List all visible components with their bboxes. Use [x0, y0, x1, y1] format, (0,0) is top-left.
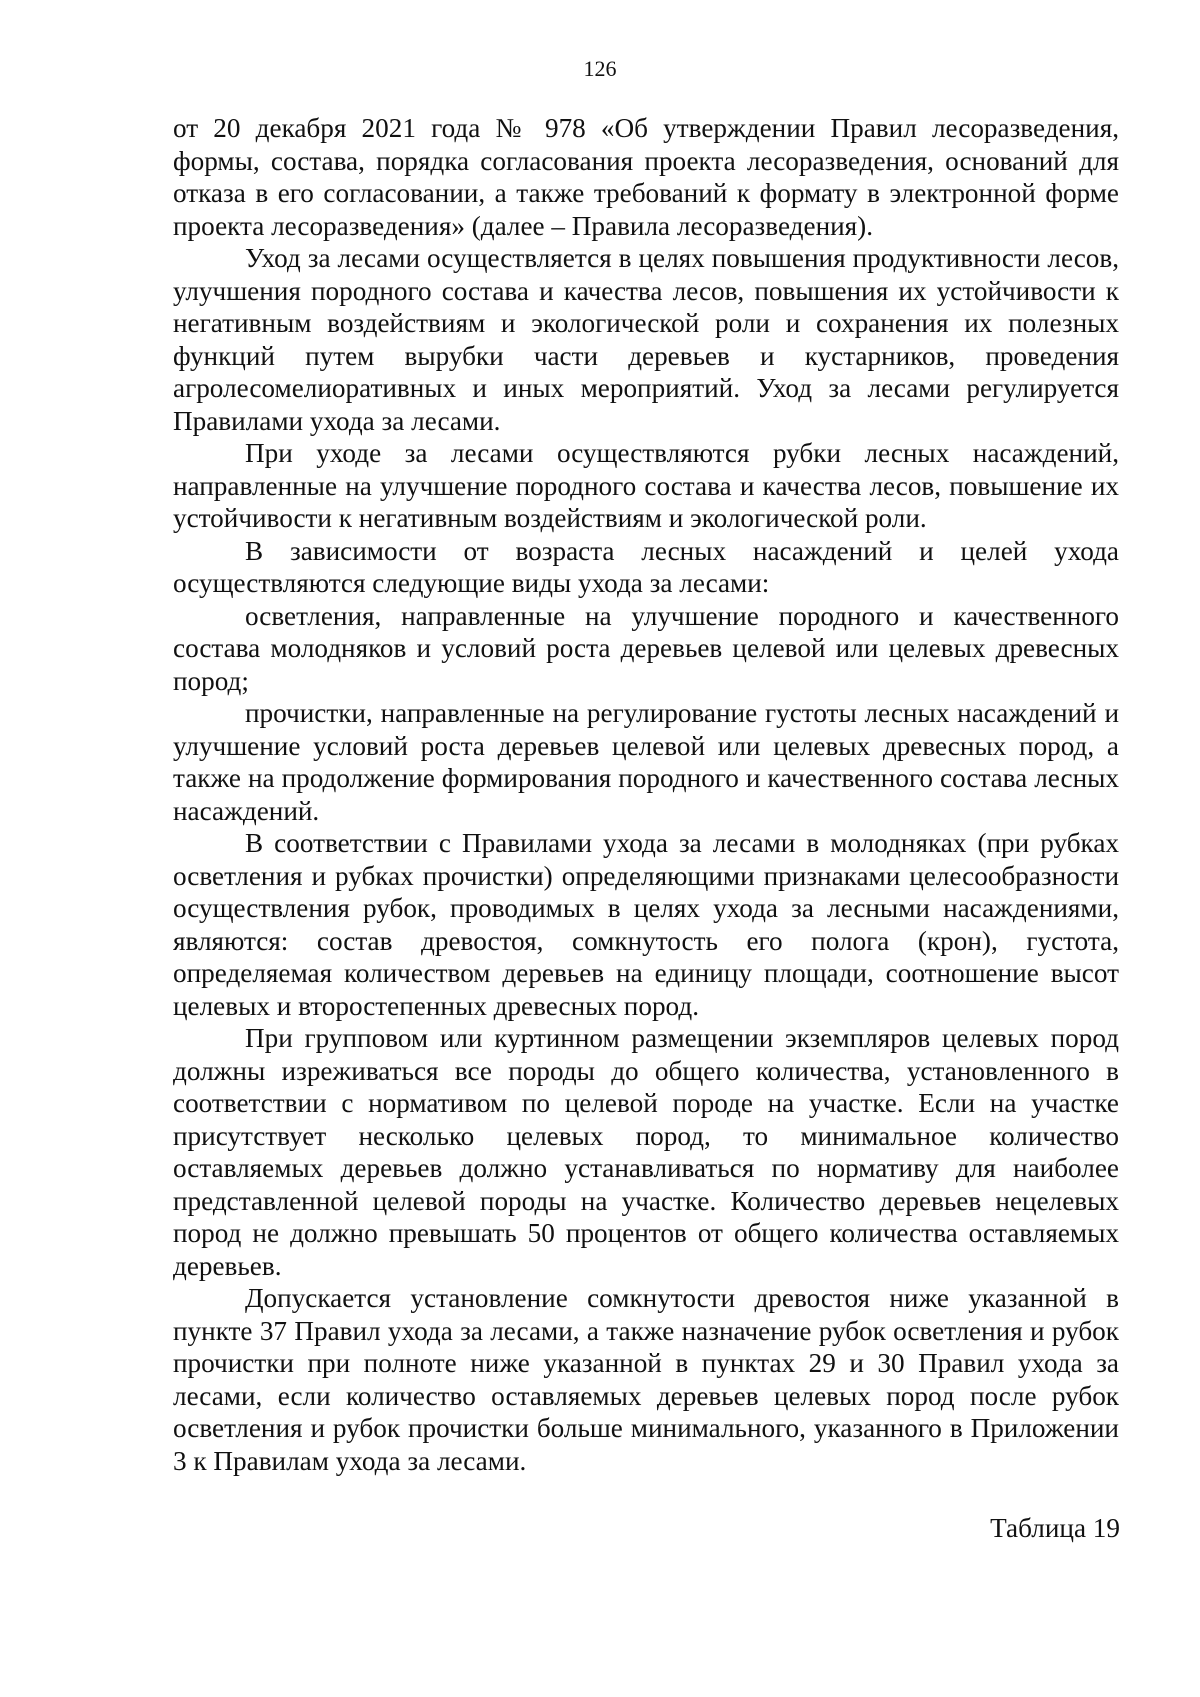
page-number: 126: [583, 56, 617, 81]
paragraph: Допускается установление сомкнутости древостоя ниже указанной в пункте 37 Правил ухода за лесами, а также назначение рубок осветления и рубок прочистки при полноте ниже указанной в пунктах 29 и 30 Правил ухода за лесами, если количество оставляемых деревьев целевых пород после рубок осветления и рубок прочистки больше минимального, указанного в Приложении 3 к Правилам ухода за лесами.: [173, 1283, 1119, 1476]
paragraph: В зависимости от возраста лесных насаждений и целей ухода осуществляются следующие виды ухода за лесами:: [173, 535, 1119, 598]
paragraph: В соответствии с Правилами ухода за лесами в молодняках (при рубках осветления и рубках прочистки) определяющими признаками целесообразности осуществления рубок, проводимых в целях ухода за лесными насаждениями, являются: состав древостоя, сомкнутость его полога (крон), густота, определяемая количеством деревьев на единицу площади, соотношение высот целевых и второстепенных древесных пород.: [173, 828, 1119, 1021]
document-body: [173, 112, 1119, 1477]
list-item-paragraph: осветления, направленные на улучшение породного и качественного состава молодняков и условий роста деревьев целевой или целевых древесных пород;: [173, 600, 1119, 696]
table-caption: Таблица 19: [990, 1513, 1120, 1543]
paragraph: При групповом или куртинном размещении экземпляров целевых пород должны изреживаться все породы до общего количества, установленного в соответствии с нормативом по целевой породе на участке. Если на участке присутствует несколько целевых пород, то минимальное количество оставляемых деревьев должно устанавливаться по нормативу для наиболее представленной целевой породы на участке. Количество деревьев нецелевых пород не должно превышать 50 процентов от общего количества оставляемых деревьев.: [173, 1023, 1119, 1281]
paragraph: При уходе за лесами осуществляются рубки лесных насаждений, направленные на улучшение породного состава и качества лесов, повышение их устойчивости к негативным воздействиям и экологической роли.: [173, 438, 1119, 533]
paragraph-continuation: от 20 декабря 2021 года № 978 «Об утверждении Правил лесоразведения, формы, состава, порядка согласования проекта лесоразведения, оснований для отказа в его согласовании, а также требований к формату в электронной форме проекта лесоразведения» (далее – Правила лесоразведения).: [173, 113, 1119, 241]
list-item-paragraph: прочистки, направленные на регулирование густоты лесных насаждений и улучшение условий роста деревьев целевой или целевых древесных пород, а также на продолжение формирования породного и качественного состава лесных насаждений.: [173, 698, 1119, 826]
paragraph: Уход за лесами осуществляется в целях повышения продуктивности лесов, улучшения породного состава и качества лесов, повышения их устойчивости к негативным воздействиям и экологической роли и сохранения их полезных функций путем вырубки части деревьев и кустарников, проведения агролесомелиоративных и иных мероприятий. Уход за лесами регулируется Правилами ухода за лесами.: [173, 243, 1119, 436]
